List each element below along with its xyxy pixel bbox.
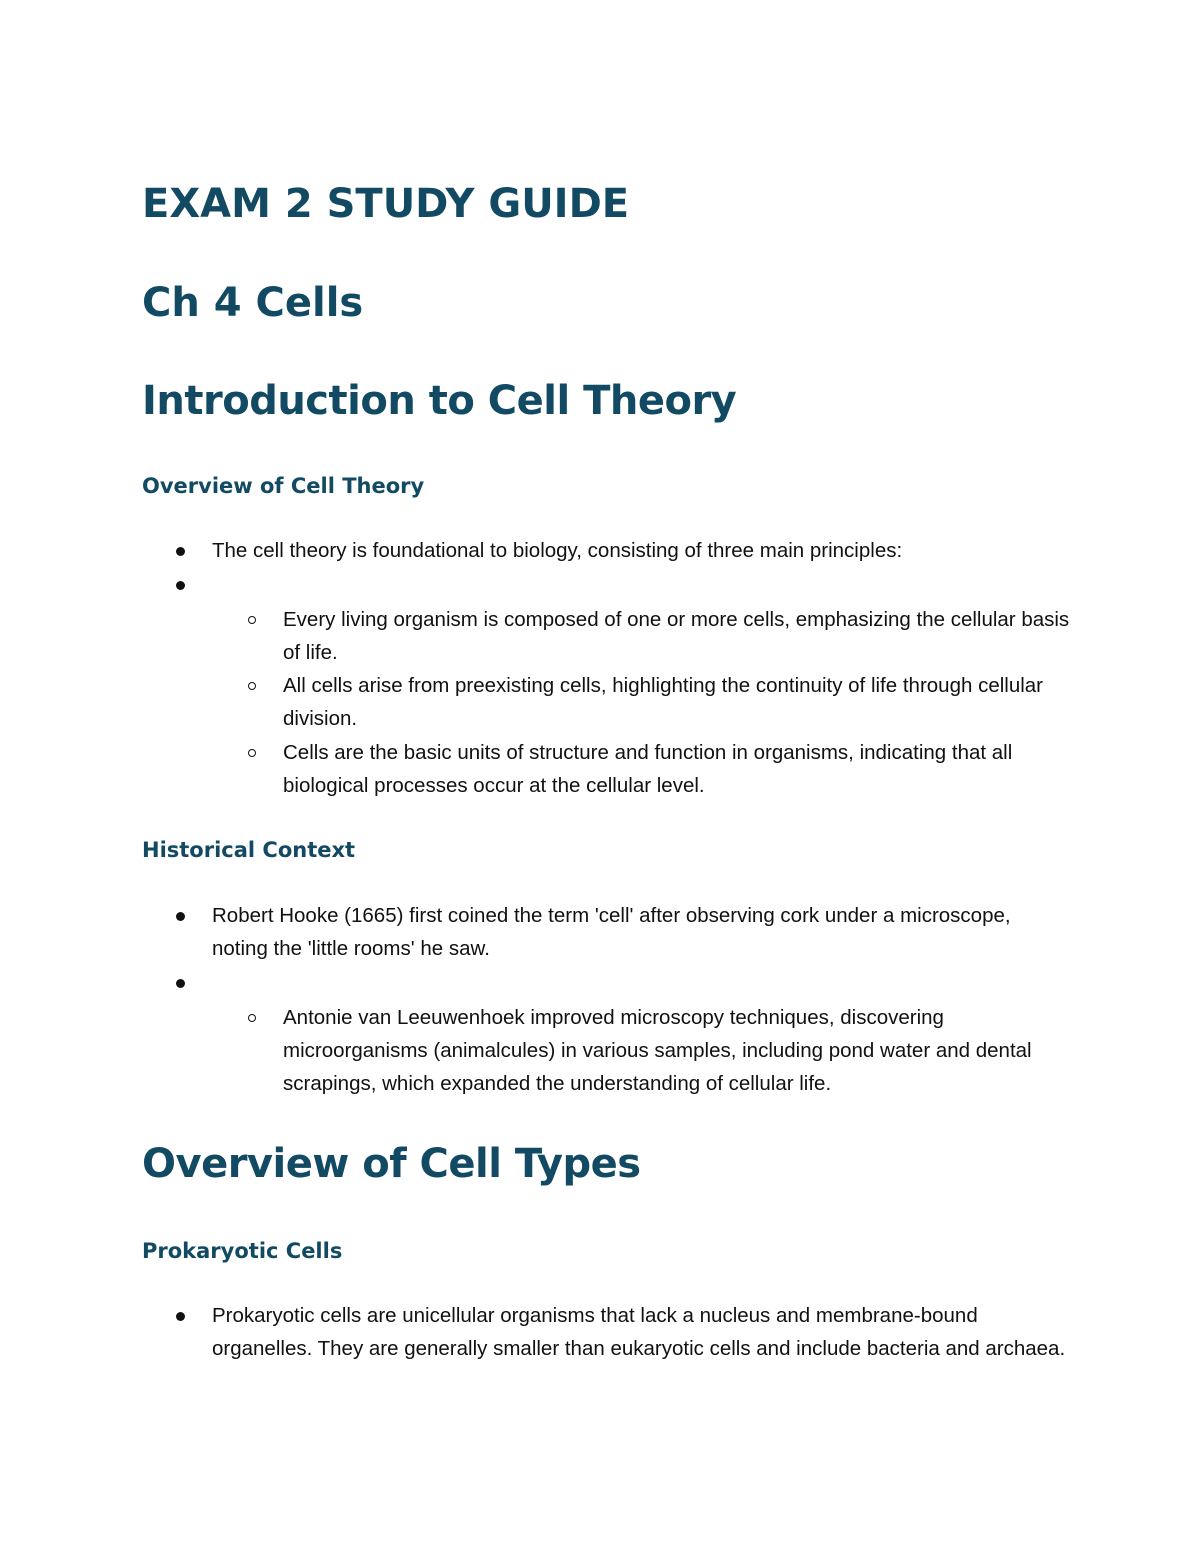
section-heading-cell-theory: Introduction to Cell Theory (142, 378, 737, 424)
sub-list-item: Every living organism is composed of one or more cells, emphasizing the cellular basis of life. (283, 608, 1070, 664)
document-title: EXAM 2 STUDY GUIDE (142, 181, 630, 227)
sub-list-item: All cells arise from preexisting cells, highlighting the continuity of life through cellular division. (283, 674, 1044, 730)
hollow-bullet-icon (248, 682, 256, 690)
bullet-icon (176, 979, 185, 988)
hollow-bullet-icon (248, 616, 256, 624)
hollow-bullet-icon (248, 749, 256, 757)
bullet-icon (176, 912, 185, 921)
section-heading-cell-types: Overview of Cell Types (142, 1141, 641, 1187)
bullet-icon (176, 581, 185, 590)
list-item: The cell theory is foundational to biology, consisting of three main principles: (212, 539, 903, 562)
chapter-heading: Ch 4 Cells (142, 280, 364, 326)
hollow-bullet-icon (248, 1014, 256, 1022)
subsection-heading-prokaryotic-cells: Prokaryotic Cells (142, 1239, 343, 1263)
list-item: Robert Hooke (1665) first coined the term 'cell' after observing cork under a microscope, noting the 'little rooms' he saw. (212, 904, 1011, 960)
sub-list-item: Antonie van Leeuwenhoek improved microscopy techniques, discovering microorganisms (animalcules) in various samples, including pond water and dental scrapings, which expanded the understanding of cellular life. (283, 1006, 1032, 1095)
bullet-icon (176, 547, 185, 556)
subsection-heading-overview-cell-theory: Overview of Cell Theory (142, 474, 425, 498)
sub-list-item: Cells are the basic units of structure and function in organisms, indicating that all biological processes occur at the cellular level. (283, 741, 1013, 797)
subsection-heading-historical-context: Historical Context (142, 838, 356, 862)
list-item: Prokaryotic cells are unicellular organisms that lack a nucleus and membrane-bound organelles. They are generally smaller than eukaryotic cells and include bacteria and archaea. (212, 1304, 1066, 1360)
bullet-icon (176, 1312, 185, 1321)
